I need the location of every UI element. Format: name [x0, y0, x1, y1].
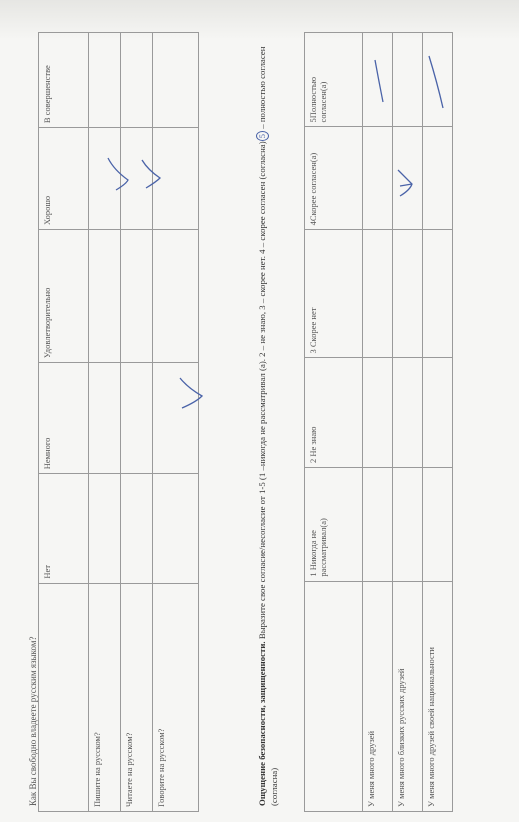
survey-page — [26, 32, 506, 812]
header-good: Хорошо — [39, 128, 89, 230]
header-rather-agree: 4Скорее согласен(а) — [305, 127, 363, 230]
header-little: Немного — [39, 363, 89, 474]
header-no: Нет — [39, 474, 89, 583]
checkmark-icon — [363, 56, 392, 106]
instruction-body: Выразите свое согласие/несогласие от 1-5 (1 –никогда не рассматривал (а). 2 – не знаю, 3 – скорее нет. 4 – скорее согласен (согласна) — [257, 141, 267, 642]
table-row — [393, 33, 423, 812]
row-label-speak: Говорите на русском? — [153, 583, 199, 811]
question-russian-proficiency: Как Вы свободно владеете русским языком? — [28, 636, 38, 806]
table-row — [121, 33, 153, 812]
row-label-own-nationality: У меня много друзей своей национальности — [423, 581, 453, 811]
header-never: 1 Никогда не рассматривал(а) — [305, 468, 363, 582]
instruction-bold: Ощущение безопасности, защищенности. — [257, 641, 267, 806]
checkmark-icon — [176, 374, 211, 414]
header-empty — [305, 581, 363, 811]
row-label-write: Пишите на русском? — [89, 583, 121, 811]
table-row — [363, 33, 393, 812]
header-satisfactory: Удовлетворительно — [39, 230, 89, 363]
circled-five: 5 — [256, 131, 269, 141]
row-label-many-friends: У меня много друзей — [363, 581, 393, 811]
security-table — [304, 32, 453, 812]
header-rather-no: 3 Скорее нет — [305, 230, 363, 358]
instruction-tail: – полностью согласен (согласна) — [257, 46, 280, 806]
checkmark-icon — [106, 154, 135, 194]
header-fully-agree: 5Полностью согласен(а) — [305, 33, 363, 127]
instruction-text — [256, 36, 281, 806]
header-dont-know: 2 Не знаю — [305, 358, 363, 468]
table-row — [423, 33, 453, 812]
table-row — [89, 33, 121, 812]
table-header-row — [39, 33, 89, 812]
checkmark-icon — [138, 154, 167, 194]
table-row — [153, 33, 199, 812]
proficiency-table — [38, 32, 199, 812]
checkmark-icon — [396, 162, 421, 202]
header-perfect: В совершенстве — [39, 33, 89, 128]
row-label-read: Читаете на русском? — [121, 583, 153, 811]
table-header-row — [305, 33, 363, 812]
row-label-russian-friends: У меня много близких русских друзей — [393, 581, 423, 811]
checkmark-icon — [423, 52, 452, 112]
header-empty — [39, 583, 89, 811]
